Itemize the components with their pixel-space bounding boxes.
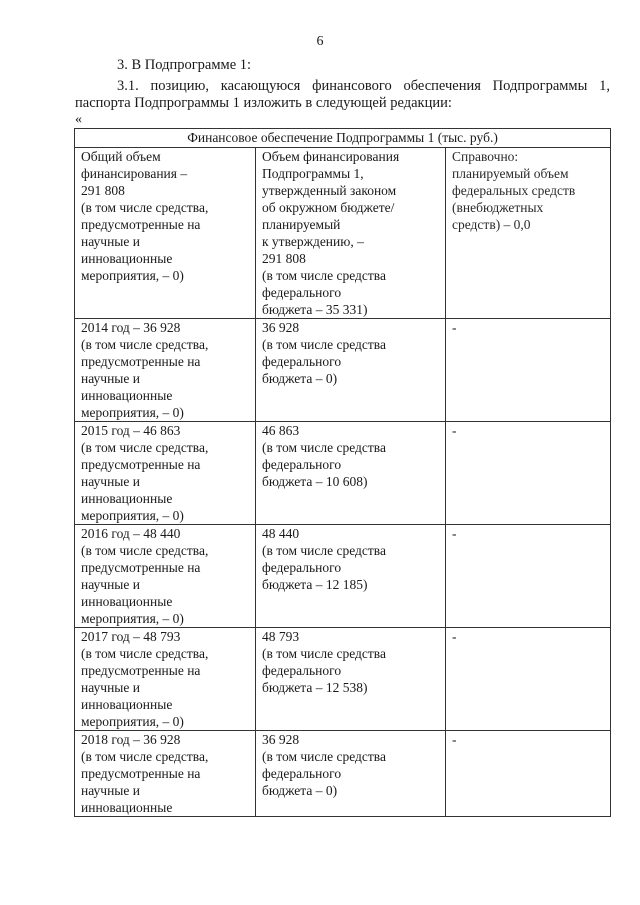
row-2015-total <box>75 422 256 525</box>
cell-line: (внебюджетных <box>452 200 544 215</box>
cell-line: 48 793 <box>262 629 300 644</box>
section-title: 3. В Подпрограмме 1: <box>117 57 252 73</box>
header-total-volume <box>75 148 256 319</box>
cell-line: 46 863 <box>262 423 300 438</box>
table-row <box>75 525 611 628</box>
cell-line: (в том числе средства <box>262 543 386 558</box>
row-2014-total <box>75 319 256 422</box>
opening-quote: « <box>75 112 82 127</box>
cell-line: 2014 год – 36 928 <box>81 320 181 335</box>
cell-line: планируемый <box>262 217 341 232</box>
cell-line: 2017 год – 48 793 <box>81 629 181 644</box>
cell-line: предусмотренные на <box>81 663 201 678</box>
cell-line: средств) – 0,0 <box>452 217 531 232</box>
cell-line: научные и <box>81 474 140 489</box>
cell-line: мероприятия, – 0) <box>81 508 184 523</box>
paragraph-line-2: паспорта Подпрограммы 1 изложить в следующей редакции: <box>75 95 452 111</box>
cell-line: 2015 год – 46 863 <box>81 423 181 438</box>
cell-line: мероприятия, – 0) <box>81 611 184 626</box>
cell-line: научные и <box>81 234 140 249</box>
cell-line: федеральных средств <box>452 183 576 198</box>
cell-line: 291 808 <box>262 251 306 266</box>
cell-line: предусмотренные на <box>81 354 201 369</box>
cell-line: к утверждению, – <box>262 234 364 249</box>
row-2018-total <box>75 731 256 817</box>
cell-line: (в том числе средства <box>262 646 386 661</box>
cell-line: предусмотренные на <box>81 457 201 472</box>
cell-line: (в том числе средства, <box>81 646 209 661</box>
row-2018-program <box>256 731 446 817</box>
table-row <box>75 628 611 731</box>
cell-line: 2018 год – 36 928 <box>81 732 181 747</box>
cell-line: инновационные <box>81 697 173 712</box>
cell-line: (в том числе средства <box>262 749 386 764</box>
cell-line: (в том числе средства, <box>81 440 209 455</box>
cell-line: инновационные <box>81 251 173 266</box>
cell-line: мероприятия, – 0) <box>81 714 184 729</box>
cell-line: научные и <box>81 371 140 386</box>
cell-line: федерального <box>262 457 342 472</box>
table-row <box>75 731 611 817</box>
row-2018-reference-value: - <box>452 732 457 747</box>
table-caption-row <box>75 129 611 148</box>
row-2016-program <box>256 525 446 628</box>
table-header-row <box>75 148 611 319</box>
cell-line: (в том числе средства, <box>81 337 209 352</box>
cell-line: Справочно: <box>452 149 519 164</box>
body-paragraph <box>75 78 610 112</box>
row-2014-reference-value: - <box>452 320 457 335</box>
cell-line: Общий объем <box>81 149 161 164</box>
cell-line: бюджета – 0) <box>262 783 338 798</box>
cell-line: федерального <box>262 766 342 781</box>
cell-line: Подпрограммы 1, <box>262 166 364 181</box>
cell-line: федерального <box>262 663 342 678</box>
cell-line: 2016 год – 48 440 <box>81 526 181 541</box>
row-2014-program <box>256 319 446 422</box>
cell-line: 36 928 <box>262 732 300 747</box>
cell-line: финансирования – <box>81 166 188 181</box>
cell-line: инновационные <box>81 594 173 609</box>
table-row <box>75 422 611 525</box>
cell-line: бюджета – 12 538) <box>262 680 368 695</box>
cell-line: научные и <box>81 783 140 798</box>
cell-line: федерального <box>262 285 342 300</box>
row-2016-total <box>75 525 256 628</box>
row-2018-reference <box>446 731 611 817</box>
cell-line: (в том числе средства <box>262 337 386 352</box>
cell-line: (в том числе средства <box>262 440 386 455</box>
cell-line: 36 928 <box>262 320 300 335</box>
cell-line: планируемый объем <box>452 166 569 181</box>
cell-line: 291 808 <box>81 183 125 198</box>
cell-line: бюджета – 12 185) <box>262 577 368 592</box>
table-caption: Финансовое обеспечение Подпрограммы 1 (тыс. руб.) <box>75 129 611 148</box>
cell-line: (в том числе средства <box>262 268 386 283</box>
row-2017-reference-value: - <box>452 629 457 644</box>
cell-line: федерального <box>262 560 342 575</box>
cell-line: (в том числе средства, <box>81 200 209 215</box>
header-reference <box>446 148 611 319</box>
cell-line: (в том числе средства, <box>81 543 209 558</box>
cell-line: мероприятия, – 0) <box>81 268 184 283</box>
cell-line: 48 440 <box>262 526 300 541</box>
row-2017-reference <box>446 628 611 731</box>
cell-line: об окружном бюджете/ <box>262 200 395 215</box>
cell-line: инновационные <box>81 491 173 506</box>
cell-line: мероприятия, – 0) <box>81 405 184 420</box>
table-row <box>75 319 611 422</box>
cell-line: бюджета – 10 608) <box>262 474 368 489</box>
cell-line: инновационные <box>81 388 173 403</box>
row-2015-program <box>256 422 446 525</box>
cell-line: федерального <box>262 354 342 369</box>
row-2017-program <box>256 628 446 731</box>
paragraph-line-1: 3.1. позицию, касающуюся финансового обеспечения Подпрограммы 1, <box>117 78 610 94</box>
cell-line: утвержденный законом <box>262 183 397 198</box>
cell-line: научные и <box>81 680 140 695</box>
cell-line: бюджета – 0) <box>262 371 338 386</box>
row-2017-total <box>75 628 256 731</box>
cell-line: предусмотренные на <box>81 766 201 781</box>
row-2016-reference <box>446 525 611 628</box>
financing-table <box>74 128 611 817</box>
row-2014-reference <box>446 319 611 422</box>
cell-line: инновационные <box>81 800 173 815</box>
row-2016-reference-value: - <box>452 526 457 541</box>
cell-line: предусмотренные на <box>81 560 201 575</box>
cell-line: предусмотренные на <box>81 217 201 232</box>
row-2015-reference <box>446 422 611 525</box>
cell-line: научные и <box>81 577 140 592</box>
header-program-volume <box>256 148 446 319</box>
row-2015-reference-value: - <box>452 423 457 438</box>
page-number: 6 <box>316 34 324 49</box>
cell-line: бюджета – 35 331) <box>262 302 368 317</box>
cell-line: Объем финансирования <box>262 149 400 164</box>
cell-line: (в том числе средства, <box>81 749 209 764</box>
